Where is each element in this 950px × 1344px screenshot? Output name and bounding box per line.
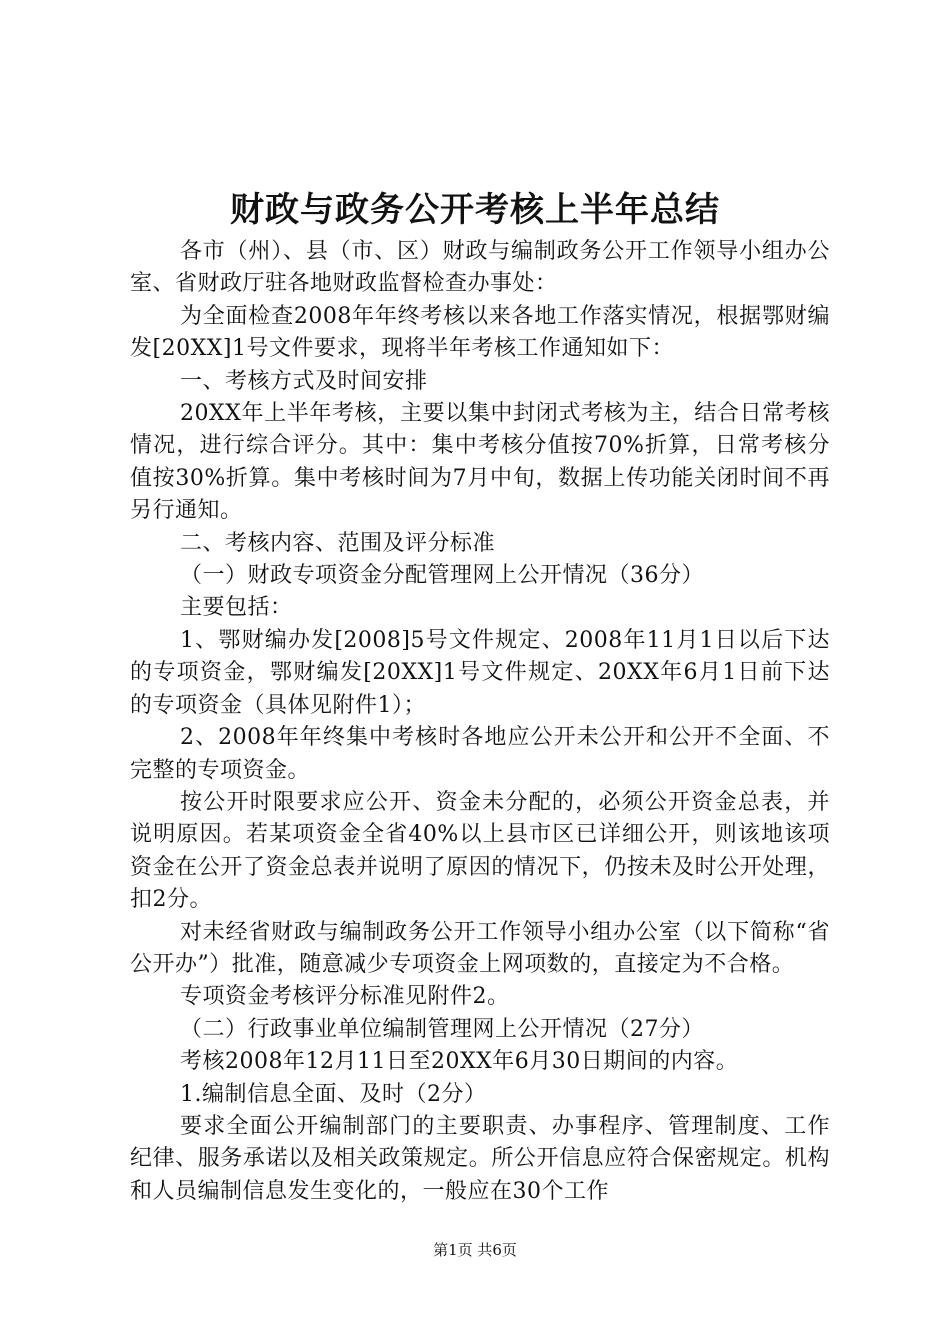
paragraph: 主要包括：	[180, 595, 293, 621]
paragraph: 20XX年上半年考核，主要以集中封闭式考核为主，结合日常考核情况，进行综合评分。其中：集中考核分值按70%折算，日常考核分值按30%折算。集中考核时间为7月中旬，数据上传功能关闭时间不再另行通知。	[130, 401, 830, 524]
paragraph: 各市（州）、县（市、区）财政与编制政务公开工作领导小组办公室、省财政厅驻各地财政监督检查办事处：	[130, 239, 830, 297]
section-heading: 一、考核方式及时间安排	[180, 368, 428, 394]
subsection-heading: （一）财政专项资金分配管理网上公开情况（36分）	[180, 563, 704, 589]
list-item: 2、2008年年终集中考核时各地应公开未公开和公开不全面、不完整的专项资金。	[130, 725, 830, 783]
paragraph: 按公开时限要求应公开、资金未分配的，必须公开资金总表，并说明原因。若某项资金全省40%以上县市区已详细公开，则该地该项资金在公开了资金总表并说明了原因的情况下，仍按未及时公开处理，扣2分。	[130, 789, 830, 913]
document-title: 财政与政务公开考核上半年总结	[230, 190, 720, 230]
page-footer: 第1页 共6页	[433, 1241, 517, 1259]
list-item: 1.编制信息全面、及时（2分）	[180, 1081, 487, 1107]
paragraph: 要求全面公开编制部门的主要职责、办事程序、管理制度、工作纪律、服务承诺以及相关政策规定。所公开信息应符合保密规定。机构和人员编制信息发生变化的，一般应在30个工作	[130, 1113, 830, 1204]
paragraph: 专项资金考核评分标准见附件2。	[180, 984, 510, 1010]
section-heading: 二、考核内容、范围及评分标准	[180, 530, 496, 556]
paragraph: 为全面检查2008年年终考核以来各地工作落实情况，根据鄂财编发[20XX]1号文件要求，现将半年考核工作通知如下：	[130, 303, 830, 362]
paragraph: 考核2008年12月11日至20XX年6月30日期间的内容。	[180, 1049, 739, 1075]
paragraph: 对未经省财政与编制政务公开工作领导小组办公室（以下简称“省公开办”）批准，随意减少专项资金上网项数的，直接定为不合格。	[130, 919, 830, 977]
subsection-heading: （二）行政事业单位编制管理网上公开情况（27分）	[180, 1016, 704, 1042]
document-body	[130, 236, 830, 1208]
list-item: 1、鄂财编办发[2008]5号文件规定、2008年11月1日以后下达的专项资金，鄂财编发[20XX]1号文件规定、20XX年6月1日前下达的专项资金（具体见附件1）；	[130, 627, 830, 718]
